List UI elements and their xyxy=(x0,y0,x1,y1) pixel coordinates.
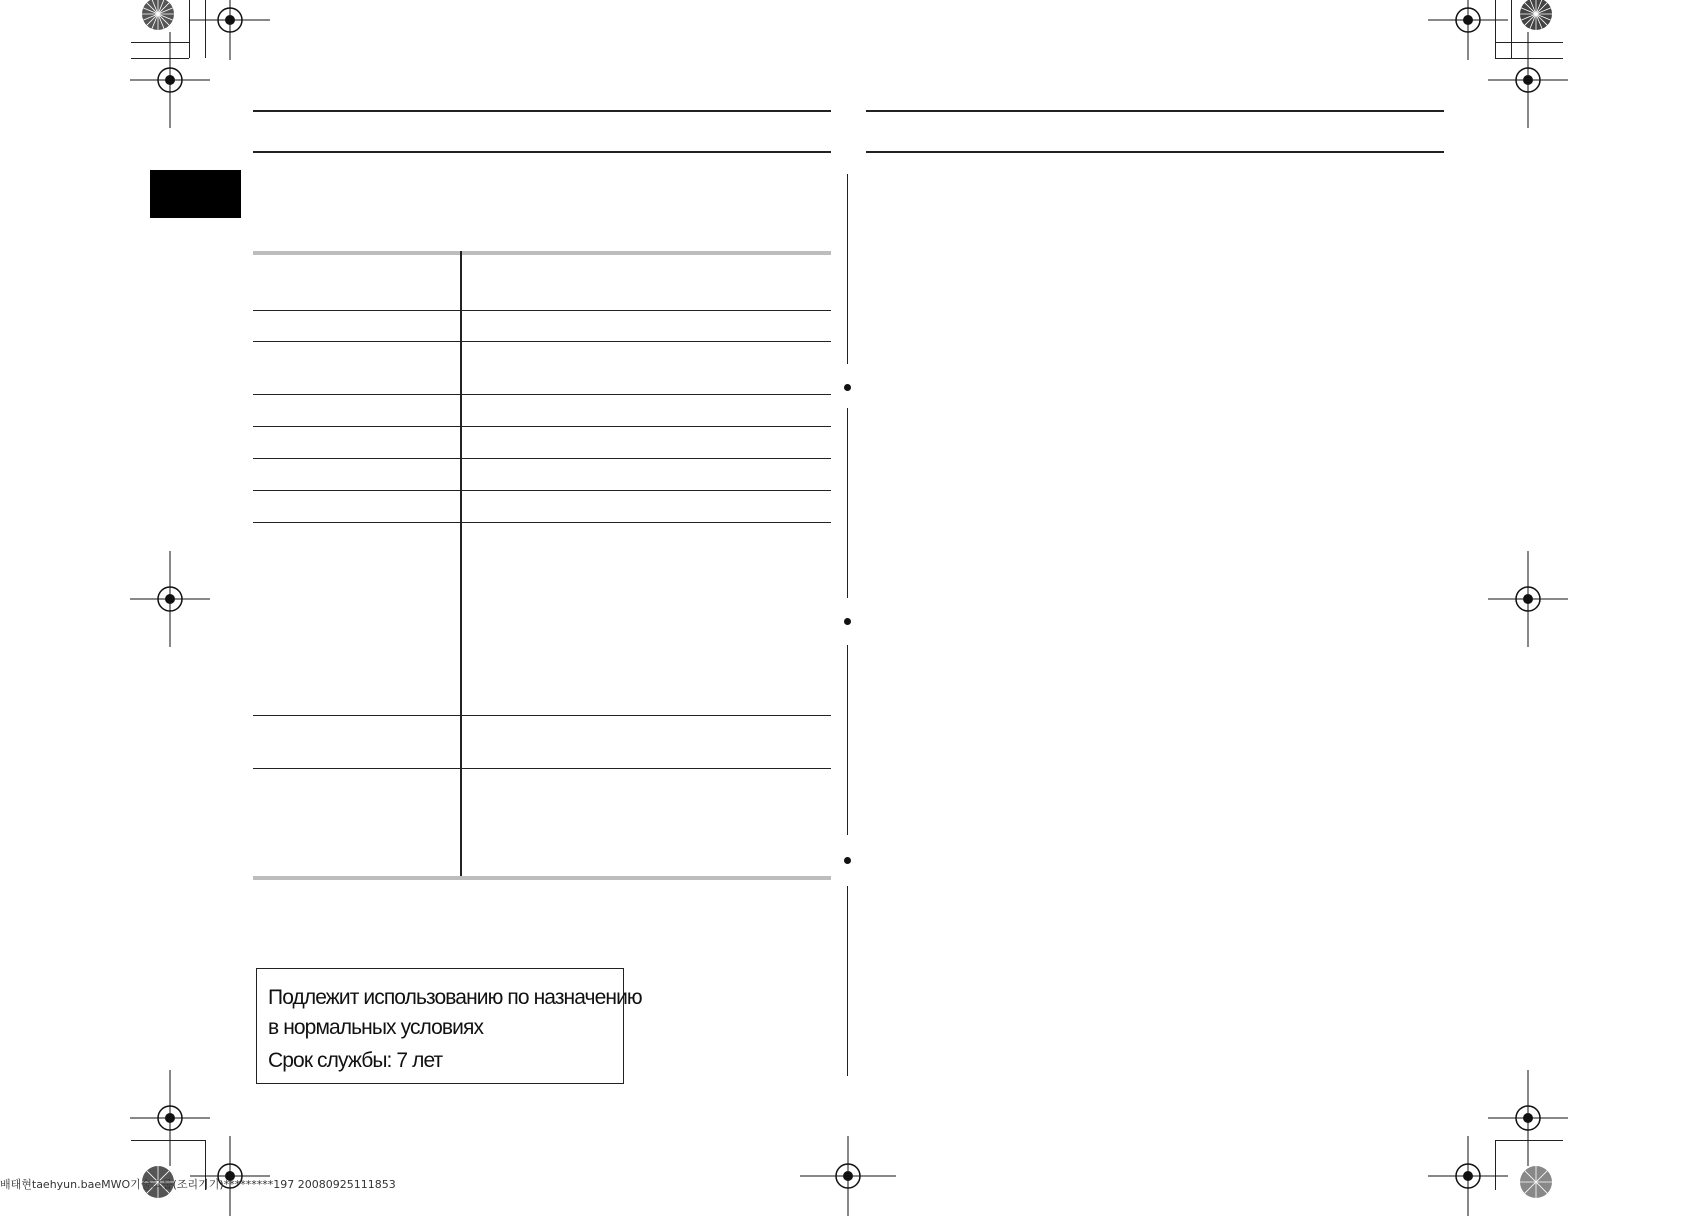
language-tab xyxy=(150,170,241,218)
registration-mark-icon xyxy=(122,32,218,128)
header-rule-top xyxy=(253,110,831,112)
table-row xyxy=(253,394,831,426)
header-rule-bottom xyxy=(253,151,831,153)
page-divider xyxy=(847,645,848,835)
row-label xyxy=(253,426,461,458)
service-life-notice xyxy=(256,968,642,1084)
row-label xyxy=(253,341,461,394)
row-label xyxy=(253,458,461,490)
page-divider xyxy=(847,408,848,598)
page-divider xyxy=(847,174,848,364)
row-value xyxy=(461,426,831,458)
row-value xyxy=(461,341,831,394)
print-slug: 배태현taehyun.baeMWO기술그룹(조리기기)*********197 20080925111853 xyxy=(0,1178,396,1191)
row-value xyxy=(461,490,831,522)
row-value xyxy=(461,522,831,715)
table-row xyxy=(253,768,831,878)
row-value xyxy=(461,251,831,310)
row-value xyxy=(461,768,831,878)
divider-dot xyxy=(844,384,851,391)
header-rule-top xyxy=(866,110,1444,112)
row-label xyxy=(253,490,461,522)
registration-mark-icon xyxy=(800,1128,896,1224)
row-value xyxy=(461,458,831,490)
table-row xyxy=(253,458,831,490)
spec-table xyxy=(253,251,831,878)
registration-mark-icon xyxy=(1480,32,1576,128)
notice-line: Подлежит использованию по назначению xyxy=(268,986,642,1009)
table-row xyxy=(253,426,831,458)
table-row xyxy=(253,310,831,341)
header-rule-bottom xyxy=(866,151,1444,153)
row-label xyxy=(253,394,461,426)
notice-line: Срок службы: 7 лет xyxy=(268,1049,443,1072)
table-row xyxy=(253,341,831,394)
row-label xyxy=(253,310,461,341)
row-label xyxy=(253,251,461,310)
registration-mark-icon xyxy=(1480,551,1576,647)
color-wheel-icon xyxy=(141,0,175,31)
row-value xyxy=(461,715,831,768)
divider-dot xyxy=(844,618,851,625)
registration-mark-icon xyxy=(1420,1128,1516,1224)
row-label xyxy=(253,715,461,768)
row-value xyxy=(461,394,831,426)
table-bottom-band xyxy=(253,876,831,880)
table-row xyxy=(253,522,831,715)
registration-mark-icon xyxy=(122,551,218,647)
page-divider xyxy=(847,886,848,1076)
color-wheel-icon xyxy=(1519,1165,1553,1199)
notice-line: в нормальных условиях xyxy=(268,1016,484,1039)
row-value xyxy=(461,310,831,341)
table-row xyxy=(253,715,831,768)
table-row xyxy=(253,251,831,310)
color-wheel-icon xyxy=(1519,0,1553,31)
table-row xyxy=(253,490,831,522)
divider-dot xyxy=(844,857,851,864)
row-label xyxy=(253,522,461,715)
row-label xyxy=(253,768,461,878)
